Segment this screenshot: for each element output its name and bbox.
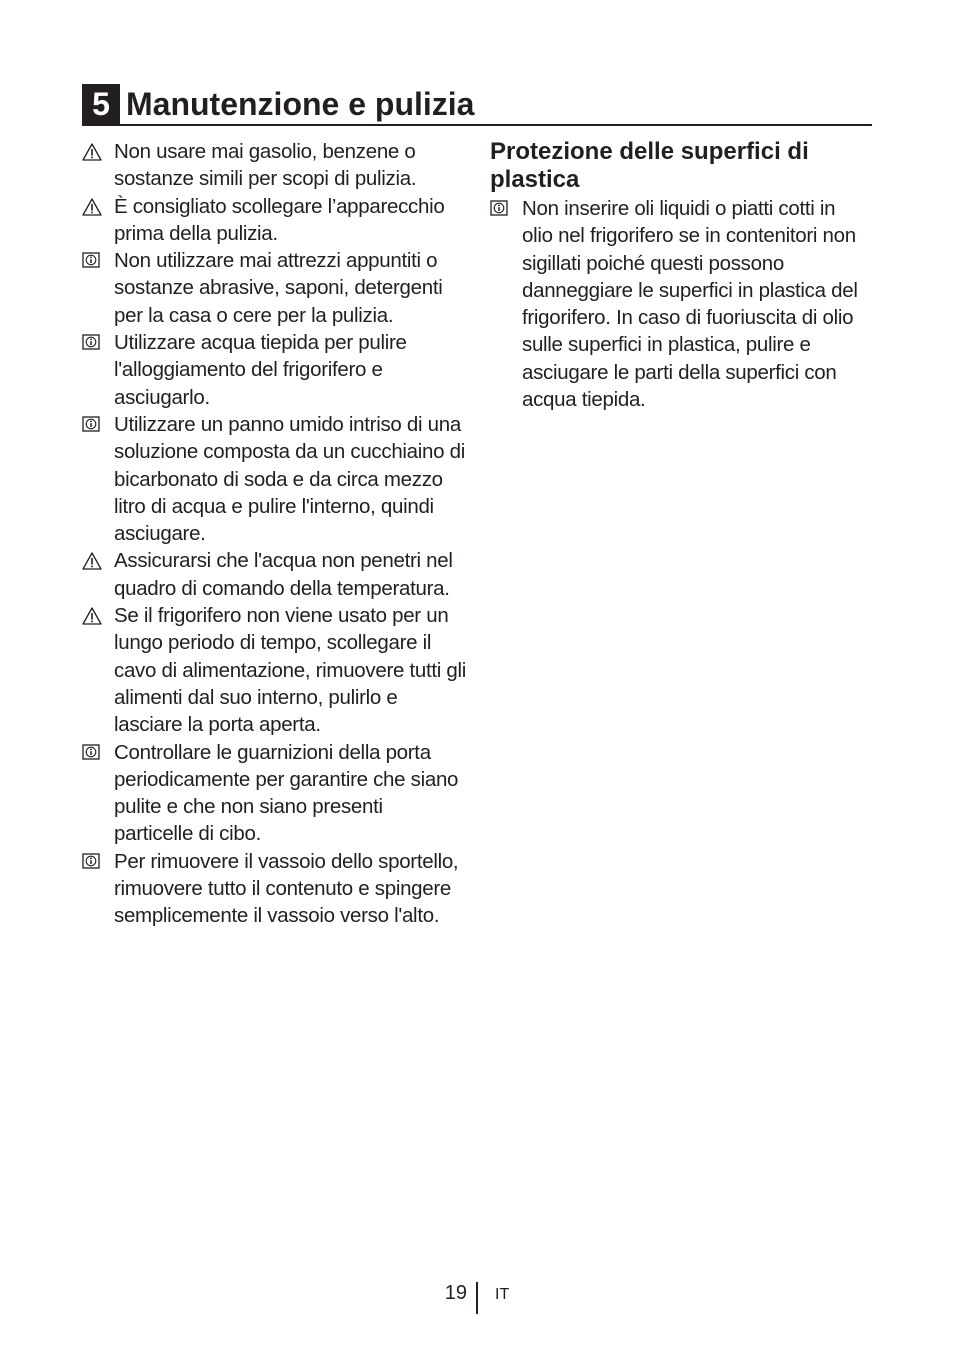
section-title: Manutenzione e pulizia — [126, 86, 475, 122]
warning-icon — [82, 138, 114, 165]
left-column — [82, 138, 467, 930]
list-item-text: Assicurarsi che l'acqua non penetri nel quadro di comando della temperatura. — [114, 549, 453, 600]
language-code: IT — [495, 1286, 510, 1303]
list-item — [82, 602, 467, 738]
list-item — [490, 195, 870, 413]
section-header — [82, 82, 872, 126]
list-item — [82, 329, 467, 411]
section-number: 5 — [82, 84, 120, 124]
info-icon — [490, 195, 522, 222]
warning-icon — [82, 193, 114, 220]
list-item-text: Non inserire oli liquidi o piatti cotti in olio nel frigorifero se in contenitori non sigillati poiché questi possono danneggiare le superfici in plastica del frigorifero. In caso di fuoriuscita di olio sulle superfici in plastica, pulire e asciugare le parti della superfici con acqua tiepida. — [522, 197, 858, 412]
list-item-text: Controllare le guarnizioni della porta periodicamente per garantire che siano pulite e che non siano presenti particelle di cibo. — [114, 740, 459, 846]
page-number: 19 — [444, 1282, 467, 1304]
list-item-text: È consigliato scollegare l’apparecchio prima della pulizia. — [114, 194, 445, 245]
list-item-text: Utilizzare un panno umido intriso di una soluzione composta da un cucchiaino di bicarbonato di soda e da circa mezzo litro di acqua e pulire l'interno, quindi asciugare. — [114, 412, 465, 546]
footer-divider — [476, 1282, 478, 1314]
list-item-text: Utilizzare acqua tiepida per pulire l'alloggiamento del frigorifero e asciugarlo. — [114, 331, 407, 409]
page-footer — [0, 1280, 954, 1316]
subsection-heading: Protezione delle superfici di plastica — [490, 138, 809, 193]
info-icon — [82, 329, 114, 356]
info-icon — [82, 739, 114, 766]
list-item — [82, 547, 467, 602]
list-item-text: Se il frigorifero non viene usato per un lungo periodo di tempo, scollegare il cavo di alimentazione, rimuovere tutti gli alimenti dal suo interno, pulirlo e lasciare la porta aperta. — [114, 604, 467, 737]
info-icon — [82, 411, 114, 438]
list-item-text: Non utilizzare mai attrezzi appuntiti o sostanze abrasive, saponi, detergenti per la casa o cere per la pulizia. — [114, 249, 443, 327]
list-item — [82, 848, 467, 930]
list-item — [82, 411, 467, 547]
warning-icon — [82, 547, 114, 574]
list-item-text: Per rimuovere il vassoio dello sportello, rimuovere tutto il contenuto e spingere semplicemente il vassoio verso l'alto. — [114, 849, 459, 928]
info-icon — [82, 247, 114, 274]
subsection-items — [490, 195, 870, 413]
right-column — [490, 138, 870, 413]
list-item — [82, 138, 467, 193]
list-item — [82, 247, 467, 329]
warning-icon — [82, 602, 114, 629]
info-icon — [82, 848, 114, 875]
list-item — [82, 193, 467, 248]
list-item-text: Non usare mai gasolio, benzene o sostanze simili per scopi di pulizia. — [114, 140, 417, 191]
list-item — [82, 739, 467, 848]
